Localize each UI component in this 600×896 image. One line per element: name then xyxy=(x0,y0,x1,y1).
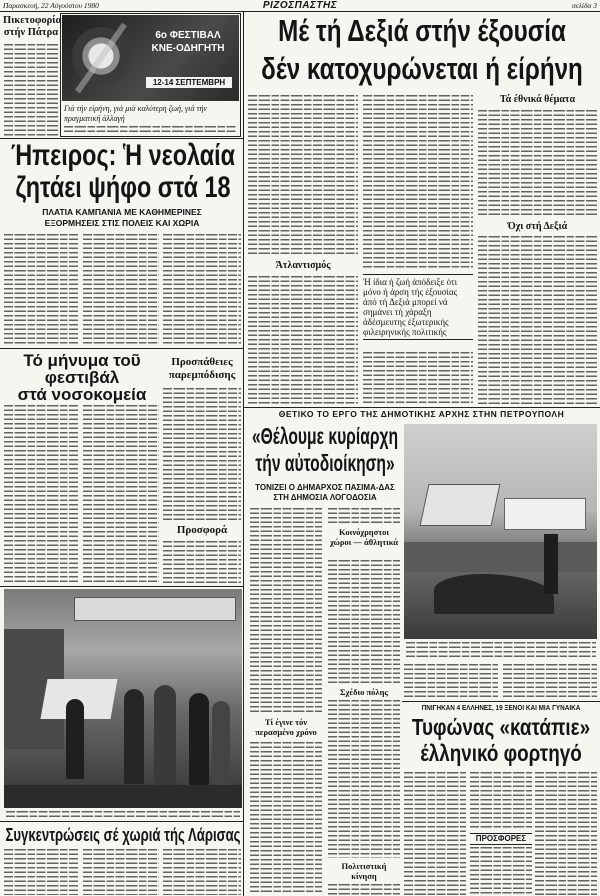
subhead-line: παρεμπόδισης xyxy=(168,369,236,381)
page-number: σελίδα 3 xyxy=(571,1,597,10)
section-rule xyxy=(402,701,600,702)
photo-ground xyxy=(4,785,242,808)
obstruction-subhead xyxy=(163,356,241,382)
article-body-text xyxy=(163,388,241,520)
petroupoli-headline xyxy=(248,425,402,479)
common-spaces-subhead: Κοινόχρηστοι χώροι — άθλητικά xyxy=(329,527,399,547)
poster-title xyxy=(140,29,236,55)
section-rule xyxy=(0,348,243,349)
typhoon-headline xyxy=(404,716,597,768)
banner-line: ΠΝΙΓΗΚΑΝ 4 ΕΛΛΗΝΕΣ, 19 ΞΕΝΟΙ ΚΑΙ ΜΙΑ ΓΥΝΑΙΚΑ xyxy=(421,703,580,712)
headline-line: Συγκεντρώσεις σέ χωριά τής Λάρισας xyxy=(5,825,241,845)
typhoon-banner xyxy=(404,704,597,713)
issue-date: Παρασκευή, 22 Αύγούστου 1980 xyxy=(3,1,99,10)
headline-line: ζητάει ψήφο στά 18 xyxy=(15,171,231,204)
headline-line: Μέ τή Δεξιά στήν έξουσία xyxy=(277,13,566,48)
headline-line: τήν αὐτοδιοίκηση» xyxy=(255,450,395,476)
photo-person xyxy=(124,689,144,784)
photo-detail xyxy=(404,542,597,572)
headline-line: φεστιβάλ xyxy=(44,368,120,387)
photo-person xyxy=(189,693,209,785)
article-body-text xyxy=(470,772,532,830)
poster-dates: 12-14 ΣΕΠΤΕΜΒΡΗ xyxy=(146,77,232,88)
headline-line: Τό μήνυμα τοῦ xyxy=(23,351,141,370)
hospitals-headline xyxy=(4,352,160,404)
construction-site-photo xyxy=(404,424,597,639)
masthead-rule xyxy=(0,11,600,12)
poster-caption: Γιά τήν είρήνη, γιά μιά καλύτερη ζωή, γιά τήν πραγματική άλλαγή xyxy=(64,104,207,123)
no-to-right-subhead: Όχι στή Δεξιά xyxy=(507,221,568,232)
poster-title-line: 6ο ΦΕΣΤΙΒΑΛ xyxy=(155,30,221,41)
article-body-text xyxy=(363,95,473,270)
article-body-text xyxy=(163,541,241,583)
picket-headline xyxy=(3,15,62,39)
pull-quote: Ἡ ίδια ή ζωή άπόδειξε ότι μόνο ή άρση τής έξουσίας άπό τή Δεξιά μπορεί νά σημάνει τή χάραξη άδέσμευτης έξωτερικής φιλειρηνικής πολιτικής xyxy=(363,274,473,340)
subhead-line: Προσπάθειες xyxy=(171,356,233,368)
banner-line: ΘΕΤΙΚΟ ΤΟ ΕΡΓΟ ΤΗΣ ΔΗΜΟΤΙΚΗΣ ΑΡΧΗΣ ΣΤΗΝ ΠΕΤΡΟΥΠΟΛΗ xyxy=(278,409,565,419)
larisa-headline xyxy=(4,826,242,846)
article-body-text xyxy=(328,560,400,684)
photo-detail xyxy=(434,574,554,614)
article-body-text xyxy=(250,508,322,714)
photo-caption-text xyxy=(6,811,240,818)
article-body-text xyxy=(250,742,322,894)
main-headline xyxy=(246,15,597,91)
article-body-text xyxy=(478,110,597,218)
article-body-text xyxy=(4,405,79,583)
headline-line: δέν κατοχυρώνεται ή είρήνη xyxy=(260,51,583,86)
offer-subhead: Προσφορά xyxy=(176,524,228,536)
poster-title-line: ΚΝΕ-ΟΔΗΓΗΤΗ xyxy=(151,43,225,54)
article-body-text xyxy=(478,236,597,404)
epirus-headline xyxy=(4,141,242,205)
photo-detail xyxy=(544,534,558,594)
last-year-subhead: Τί έγινε τόν περασμένο χρόνο xyxy=(255,717,317,737)
headline-line: Ήπειρος: Ἡ νεολαία xyxy=(10,139,236,172)
national-issues-subhead: Τά έθνικά θέματα xyxy=(499,94,576,105)
photo-structure xyxy=(504,498,586,530)
petroupoli-banner xyxy=(246,410,597,420)
offers-heading: ΠΡΟΣΦΟΡΕΣ xyxy=(470,833,532,845)
headline-line: στήν Πάτρα xyxy=(3,27,59,38)
newspaper-logo: ΡΙΖΟΣΠΑΣΤΗΣ xyxy=(262,0,338,11)
article-body-text xyxy=(4,849,79,895)
article-body-text xyxy=(404,772,466,895)
town-plan-subhead: Σχέδιο πόλης xyxy=(339,687,389,697)
petroupoli-subhead: ΤΟΝΙΖΕΙ Ο ΔΗΜΑΡΧΟΣ ΠΑΣΙΜΑ-ΔΑΣ ΣΤΗ ΔΗΜΟΣΙΑ ΛΟΓΟΔΟΣΙΑ xyxy=(255,483,395,502)
article-body-text xyxy=(4,44,58,136)
article-body-text xyxy=(64,126,236,135)
article-body-text xyxy=(248,95,358,257)
headline-line: Πικετοφορία xyxy=(3,15,62,26)
article-body-text xyxy=(163,849,241,895)
photo-structure xyxy=(420,484,501,526)
article-body-text xyxy=(83,849,159,895)
headline-line: στά νοσοκομεία xyxy=(17,385,147,404)
festival-campaign-photo xyxy=(4,589,242,808)
article-body-text xyxy=(404,664,498,699)
article-body-text xyxy=(163,234,241,344)
article-body-text xyxy=(535,772,597,895)
headline-line: «Θέλουμε κυρίαρχη xyxy=(251,423,399,449)
article-body-text xyxy=(363,352,473,404)
atlanticism-subhead: Άτλαντισμός xyxy=(275,260,331,271)
article-body-text xyxy=(328,884,400,895)
photo-person xyxy=(66,699,84,779)
culture-subhead: Πολιτιστική κίνηση xyxy=(341,861,387,881)
photo-caption-text xyxy=(406,642,596,659)
epirus-subhead: ΠΛΑΤΙΑ ΚΑΜΠΑΝΙΑ ΜΕ ΚΑΘΗΜΕΡΙΝΕΣ ΕΞΟΡΜΗΣΕΙΣ ΣΤΙΣ ΠΟΛΕΙΣ ΚΑΙ ΧΩΡΙΑ xyxy=(42,207,202,228)
section-rule xyxy=(0,821,243,822)
column-divider xyxy=(243,12,244,896)
article-body-text xyxy=(328,700,400,858)
article-body-text xyxy=(470,847,532,895)
photo-person xyxy=(154,685,176,785)
article-body-text xyxy=(4,234,79,344)
article-body-text xyxy=(83,234,159,344)
festival-poster-box xyxy=(60,13,241,137)
photo-banner xyxy=(74,597,236,621)
article-body-text xyxy=(83,405,159,583)
headline-line: Τυφώνας «κατάπιε» xyxy=(411,714,590,740)
article-body-text xyxy=(248,276,358,404)
section-rule xyxy=(0,586,243,587)
section-rule xyxy=(244,407,600,408)
headline-line: έλληνικό φορτηγό xyxy=(419,740,582,766)
photo-person xyxy=(212,701,230,785)
article-body-text xyxy=(503,664,597,699)
festival-poster-image xyxy=(62,15,239,101)
article-body-text xyxy=(328,508,400,524)
